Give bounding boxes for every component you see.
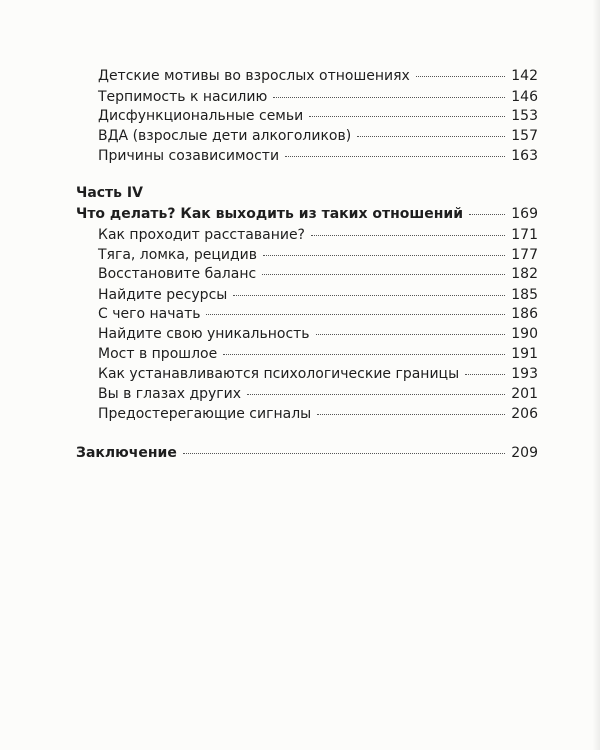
toc-entry-title: Дисфункциональные семьи bbox=[98, 108, 304, 124]
toc-entry bbox=[98, 346, 538, 362]
toc-entry bbox=[98, 287, 538, 303]
part-title: Что делать? Как выходить из таких отношений bbox=[76, 206, 464, 222]
toc-page-number: 209 bbox=[511, 445, 538, 461]
conclusion-title: Заключение bbox=[76, 445, 177, 461]
dot-leader bbox=[317, 414, 505, 415]
toc-entry bbox=[98, 68, 538, 84]
toc-entry-title: Детские мотивы во взрослых отношениях bbox=[98, 68, 410, 84]
dot-leader bbox=[263, 255, 505, 256]
toc-entry-title: Как проходит расставание? bbox=[98, 227, 305, 243]
part-heading: Часть IV bbox=[76, 185, 143, 201]
toc-entry-title: Терпимость к насилию bbox=[98, 89, 268, 105]
toc-page-number: 146 bbox=[511, 89, 538, 105]
dot-leader bbox=[469, 214, 505, 215]
dot-leader bbox=[357, 136, 505, 137]
dot-leader bbox=[233, 295, 505, 296]
toc-entry bbox=[98, 227, 538, 243]
dot-leader bbox=[311, 235, 505, 236]
toc-page-number: 169 bbox=[511, 206, 538, 222]
dot-leader bbox=[309, 116, 505, 117]
toc-entry bbox=[98, 326, 538, 342]
dot-leader bbox=[273, 97, 505, 98]
toc-entry bbox=[98, 266, 538, 282]
toc-page-number: 142 bbox=[511, 68, 538, 84]
toc-entry-title: Причины созависимости bbox=[98, 148, 280, 164]
conclusion-entry bbox=[76, 445, 538, 461]
toc-page-number: 163 bbox=[511, 148, 538, 164]
toc-entry-title: Предостерегающие сигналы bbox=[98, 406, 312, 422]
dot-leader bbox=[183, 453, 505, 454]
dot-leader bbox=[416, 76, 505, 77]
toc-page-number: 191 bbox=[511, 346, 538, 362]
dot-leader bbox=[465, 374, 505, 375]
toc-page-number: 206 bbox=[511, 406, 538, 422]
page-edge-shadow bbox=[592, 0, 600, 750]
toc-entry-title: Вы в глазах других bbox=[98, 386, 242, 402]
dot-leader bbox=[223, 354, 505, 355]
toc-entry bbox=[98, 406, 538, 422]
toc-page-number: 185 bbox=[511, 287, 538, 303]
toc-page-number: 182 bbox=[511, 266, 538, 282]
toc-page-number: 177 bbox=[511, 247, 538, 263]
toc-entry-title: Как устанавливаются психологические границы bbox=[98, 366, 460, 382]
dot-leader bbox=[247, 394, 505, 395]
toc-entry-title: Восстановите баланс bbox=[98, 266, 257, 282]
toc-page-number: 186 bbox=[511, 306, 538, 322]
part-title-entry bbox=[76, 206, 538, 222]
toc-entry bbox=[98, 89, 538, 105]
toc-entry bbox=[98, 386, 538, 402]
dot-leader bbox=[206, 314, 505, 315]
toc-entry bbox=[98, 247, 538, 263]
toc-entry-title: С чего начать bbox=[98, 306, 201, 322]
toc-entry bbox=[98, 366, 538, 382]
dot-leader bbox=[262, 274, 505, 275]
toc-page-number: 193 bbox=[511, 366, 538, 382]
toc-entry-title: Найдите ресурсы bbox=[98, 287, 228, 303]
toc-entry bbox=[98, 306, 538, 322]
toc-entry bbox=[98, 108, 538, 124]
dot-leader bbox=[285, 156, 505, 157]
toc-page-number: 171 bbox=[511, 227, 538, 243]
toc-page-number: 190 bbox=[511, 326, 538, 342]
toc-entry-title: Тяга, ломка, рецидив bbox=[98, 247, 257, 263]
dot-leader bbox=[316, 334, 506, 335]
toc-entry-title: Найдите свою уникальность bbox=[98, 326, 310, 342]
toc-entry-title: ВДА (взрослые дети алкоголиков) bbox=[98, 128, 352, 144]
toc-entry bbox=[98, 148, 538, 164]
toc-page-number: 153 bbox=[511, 108, 538, 124]
toc-entry-title: Мост в прошлое bbox=[98, 346, 218, 362]
toc-entry bbox=[98, 128, 538, 144]
toc-page-number: 201 bbox=[511, 386, 538, 402]
toc-page-number: 157 bbox=[511, 128, 538, 144]
